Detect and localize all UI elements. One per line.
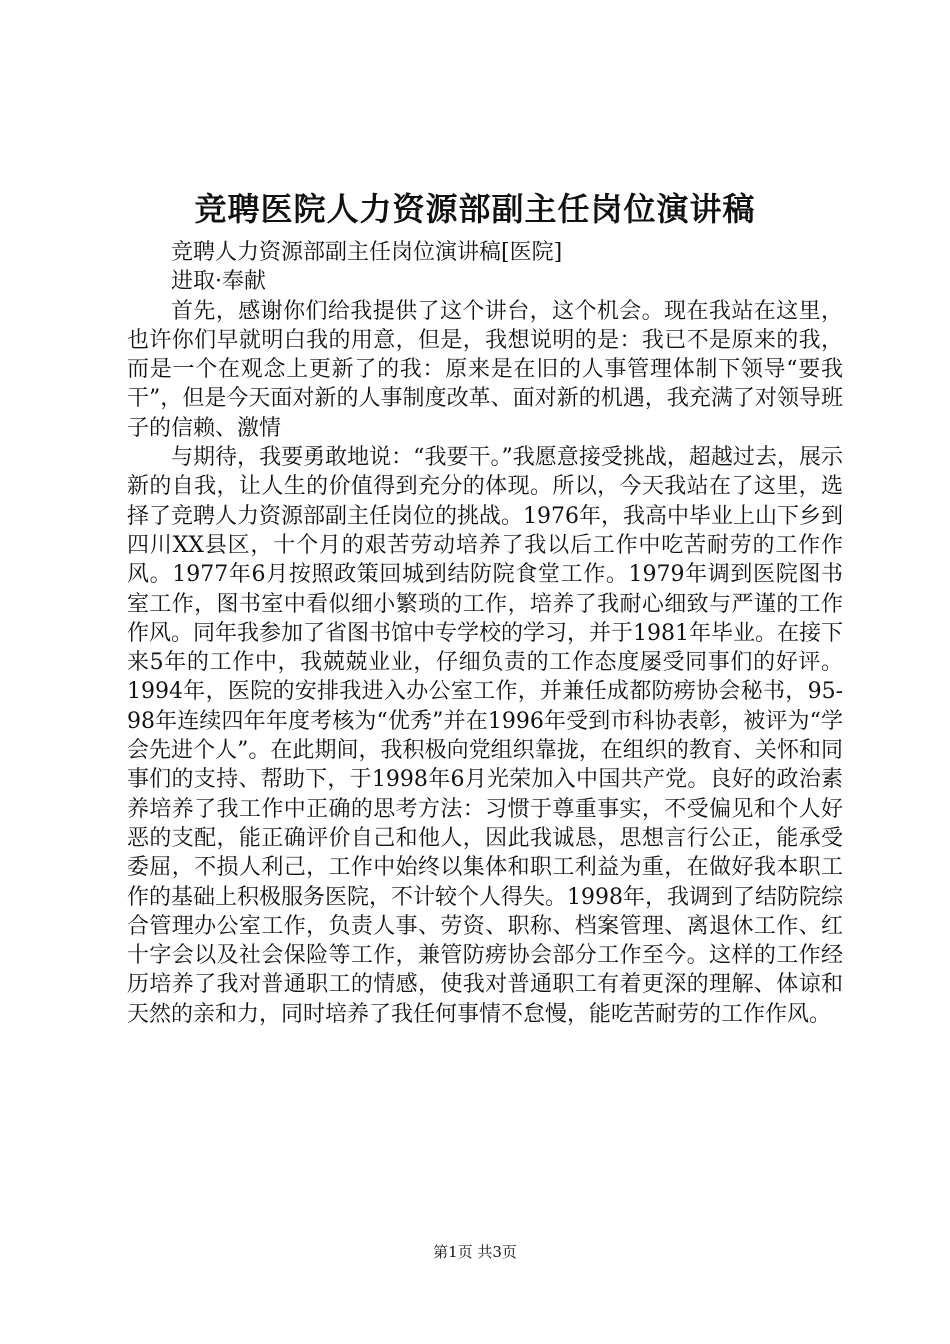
document-title: 竞聘医院人力资源部副主任岗位演讲稿: [194, 190, 756, 228]
page-indicator: 第1页 共3页: [433, 1243, 517, 1261]
page-footer: [0, 1240, 950, 1264]
paragraph-2: 与期待，我要勇敢地说：“我要干。”我愿意接受挑战，超越过去，展示新的自我，让人生的价值得到充分的体现。所以，今天我站在了这里，选择了竞聘人力资源部副主任岗位的挑战。1976年，我高中毕业上山下乡到四川XX县区，十个月的艰苦劳动培养了我以后工作中吃苦耐劳的工作作风。1977年6月按照政策回城到结防院食堂工作。1979年调到医院图书室工作，图书室中看似细小繁琐的工作，培养了我耐心细致与严谨的工作作风。同年我参加了省图书馆中专学校的学习，并于1981年毕业。在接下来5年的工作中，我兢兢业业，仔细负责的工作态度屡受同事们的好评。1994年，医院的安排我进入办公室工作，并兼任成都防痨协会秘书，95-98年连续四年年度考核为“优秀”并在1996年受到市科协表彰，被评为“学会先进个人”。在此期间，我积极向党组织靠拢，在组织的教育、关怀和同事们的支持、帮助下，于1998年6月光荣加入中国共产党。良好的政治素养培养了我工作中正确的思考方法：习惯于尊重事实，不受偏见和个人好恶的支配，能正确评价自己和他人，因此我诚恳，思想言行公正，能承受委屈，不损人利己，工作中始终以集体和职工利益为重，在做好我本职工作的基础上积极服务医院，不计较个人得失。1998年，我调到了结防院综合管理办公室工作，负责人事、劳资、职称、档案管理、离退休工作、红十字会以及社会保险等工作，兼管防痨协会部分工作至今。这样的工作经历培养了我对普通职工的情感，使我对普通职工有着更深的理解、体谅和天然的亲和力，同时培养了我任何事情不怠慢，能吃苦耐劳的工作作风。: [127, 445, 843, 1027]
paragraph-1: 首先，感谢你们给我提供了这个讲台，这个机会。现在我站在这里，也许你们早就明白我的用意，但是，我想说明的是：我已不是原来的我，而是一个在观念上更新了的我：原来是在旧的人事管理体制下领导“要我干”，但是今天面对新的人事制度改革、面对新的机遇，我充满了对领导班子的信赖、激情: [127, 298, 843, 441]
subtitle-line: 竞聘人力资源部副主任岗位演讲稿[医院]: [171, 240, 563, 265]
motto-line: 进取·奉献: [171, 269, 266, 295]
document-body: [127, 238, 843, 1029]
